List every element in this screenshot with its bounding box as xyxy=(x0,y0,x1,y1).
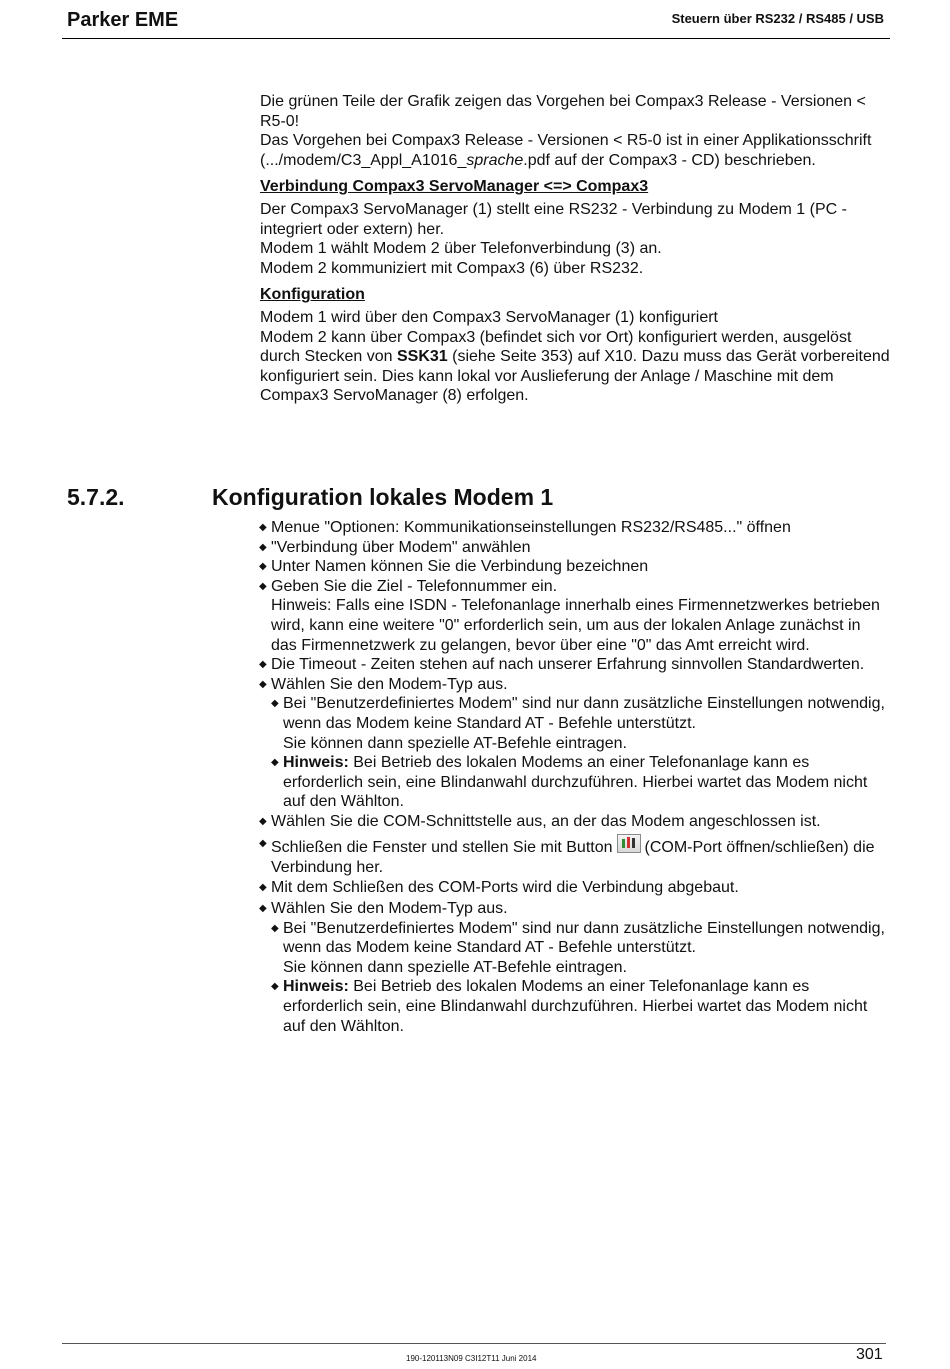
verbindung-line-1: Der Compax3 ServoManager (1) stellt eine RS232 - Verbindung zu Modem 1 (PC - integriert oder extern) her. xyxy=(260,200,847,238)
step-text: Wählen Sie den Modem-Typ aus. xyxy=(271,900,508,918)
step-text: Bei Betrieb des lokalen Modems an einer Telefonanlage kann es erforderlich sein, eine Blindanwahl durchzuführen. Hierbei wartet das Modem nicht auf den Wählton. xyxy=(283,978,868,1035)
hinweis-label: Hinweis: xyxy=(283,978,349,996)
bullet-icon: ◆ xyxy=(259,903,267,915)
list-item xyxy=(270,977,890,1036)
subheading-verbindung: Verbindung Compax3 ServoManager <=> Compax3 xyxy=(260,178,649,196)
list-item xyxy=(258,675,890,695)
list-item xyxy=(258,518,890,538)
com-port-toggle-icon xyxy=(617,834,641,853)
step-text: Sie können dann spezielle AT-Befehle eintragen. xyxy=(283,734,627,752)
step-text: Bei "Benutzerdefiniertes Modem" sind nur dann zusätzliche Einstellungen notwendig, wenn das Modem keine Standard AT - Befehle unterstützt. xyxy=(283,919,885,957)
section-title: Konfiguration lokales Modem 1 xyxy=(212,484,554,510)
list-item xyxy=(258,878,890,898)
steps-list xyxy=(258,518,890,1036)
konfiguration-line-1: Modem 1 wird über den Compax3 ServoManager (1) konfiguriert xyxy=(260,308,718,326)
step-text: Bei "Benutzerdefiniertes Modem" sind nur dann zusätzliche Einstellungen notwendig, wenn das Modem keine Standard AT - Befehle unterstützt. xyxy=(283,695,885,732)
section-number: 5.7.2. xyxy=(67,484,125,510)
list-item xyxy=(258,812,890,832)
step-text: Die Timeout - Zeiten stehen auf nach unserer Erfahrung sinnvollen Standardwerten. xyxy=(271,656,865,674)
verbindung-line-3: Modem 2 kommuniziert mit Compax3 (6) über RS232. xyxy=(260,259,644,277)
step-text: Sie können dann spezielle AT-Befehle eintragen. xyxy=(283,958,627,976)
konfiguration-text-end: (siehe Seite 353) auf X10. Dazu muss das Gerät vorbereitend konfiguriert sein. Dies kann lokal vor Auslieferung der Anlage / Maschine mit dem Compax3 ServoManager (8) erfolgen. xyxy=(260,348,890,405)
list-item xyxy=(258,538,890,558)
document-id: 190-120113N09 C3I12T11 Juni 2014 xyxy=(406,1354,537,1363)
chapter-title: Steuern über RS232 / RS485 / USB xyxy=(671,11,884,26)
step-text: Bei Betrieb des lokalen Modems an einer Telefonanlage kann es erforderlich sein, eine Blindanwahl durchzuführen. Hierbei wartet das Modem nicht auf den Wählton. xyxy=(283,754,868,811)
bullet-icon: ◆ xyxy=(271,981,279,993)
bullet-icon: ◆ xyxy=(259,837,267,849)
bullet-icon: ◆ xyxy=(259,541,267,553)
page-number: 301 xyxy=(856,1346,883,1363)
list-item xyxy=(270,694,890,753)
bullet-icon: ◆ xyxy=(259,815,267,827)
bullet-icon: ◆ xyxy=(259,881,267,893)
bullet-icon: ◆ xyxy=(259,678,267,690)
subheading-konfiguration: Konfiguration xyxy=(260,286,365,304)
ssk31-reference: SSK31 xyxy=(396,348,448,366)
intro-text-block xyxy=(260,92,890,406)
list-item xyxy=(258,577,890,655)
step-text: Schließen die Fenster und stellen Sie mit Button xyxy=(271,838,613,856)
step-text: (COM-Port öffnen/schließen) die Verbindung her. xyxy=(271,838,875,876)
step-text: "Verbindung über Modem" anwählen xyxy=(271,538,531,556)
step-text: Menue "Optionen: Kommunikationseinstellungen RS232/RS485..." öffnen xyxy=(271,519,791,536)
konfiguration-line-2 xyxy=(260,328,890,406)
step-text: Wählen Sie den Modem-Typ aus. xyxy=(271,675,508,693)
bullet-icon: ◆ xyxy=(259,561,267,573)
intro-p2-italic: sprache xyxy=(466,151,524,169)
isdn-note: Hinweis: Falls eine ISDN - Telefonanlage innerhalb eines Firmennetzwerkes betrieben wird, kann eine weitere "0" erforderlich sein, um aus der lokalen Anlage zunächst in das Firmennetzwerk zu gelangen, bevor über eine "0" das Amt erreicht wird. xyxy=(271,597,880,654)
bullet-icon: ◆ xyxy=(259,659,267,671)
page-header xyxy=(62,0,890,39)
intro-paragraph-1: Die grünen Teile der Grafik zeigen das Vorgehen bei Compax3 Release - Versionen < R5-0! xyxy=(260,93,866,130)
bullet-icon: ◆ xyxy=(259,522,267,533)
bullet-icon: ◆ xyxy=(271,922,279,934)
list-item xyxy=(270,753,890,812)
list-item xyxy=(258,655,890,675)
step-text: Wählen Sie die COM-Schnittstelle aus, an der das Modem angeschlossen ist. xyxy=(271,812,821,830)
brand-name: Parker EME xyxy=(67,9,179,31)
list-item xyxy=(258,557,890,577)
verbindung-line-2: Modem 1 wählt Modem 2 über Telefonverbindung (3) an. xyxy=(260,240,662,258)
intro-paragraph-2 xyxy=(260,131,890,170)
list-item xyxy=(258,834,890,878)
bullet-icon: ◆ xyxy=(259,580,267,592)
bullet-icon: ◆ xyxy=(271,698,279,710)
hinweis-label: Hinweis: xyxy=(283,754,349,772)
list-item xyxy=(258,899,890,919)
step-text: Mit dem Schließen des COM-Ports wird die Verbindung abgebaut. xyxy=(271,878,739,896)
konfiguration-text: Modem 2 kann über Compax3 (befindet sich vor Ort) konfiguriert werden, ausgelöst durch Stecken von xyxy=(260,328,852,366)
footer-divider xyxy=(62,1343,886,1344)
list-item xyxy=(270,919,890,978)
intro-p2-text: Das Vorgehen bei Compax3 Release - Versionen < R5-0 ist in einer Applikationsschrift (.../modem/C3_Appl_A1016_ xyxy=(260,132,872,169)
bullet-icon: ◆ xyxy=(271,757,279,769)
intro-p2-text-end: .pdf auf der Compax3 - CD) beschrieben. xyxy=(523,151,816,169)
step-text: Unter Namen können Sie die Verbindung bezeichnen xyxy=(271,558,649,576)
step-text: Geben Sie die Ziel - Telefonnummer ein. xyxy=(271,577,558,595)
